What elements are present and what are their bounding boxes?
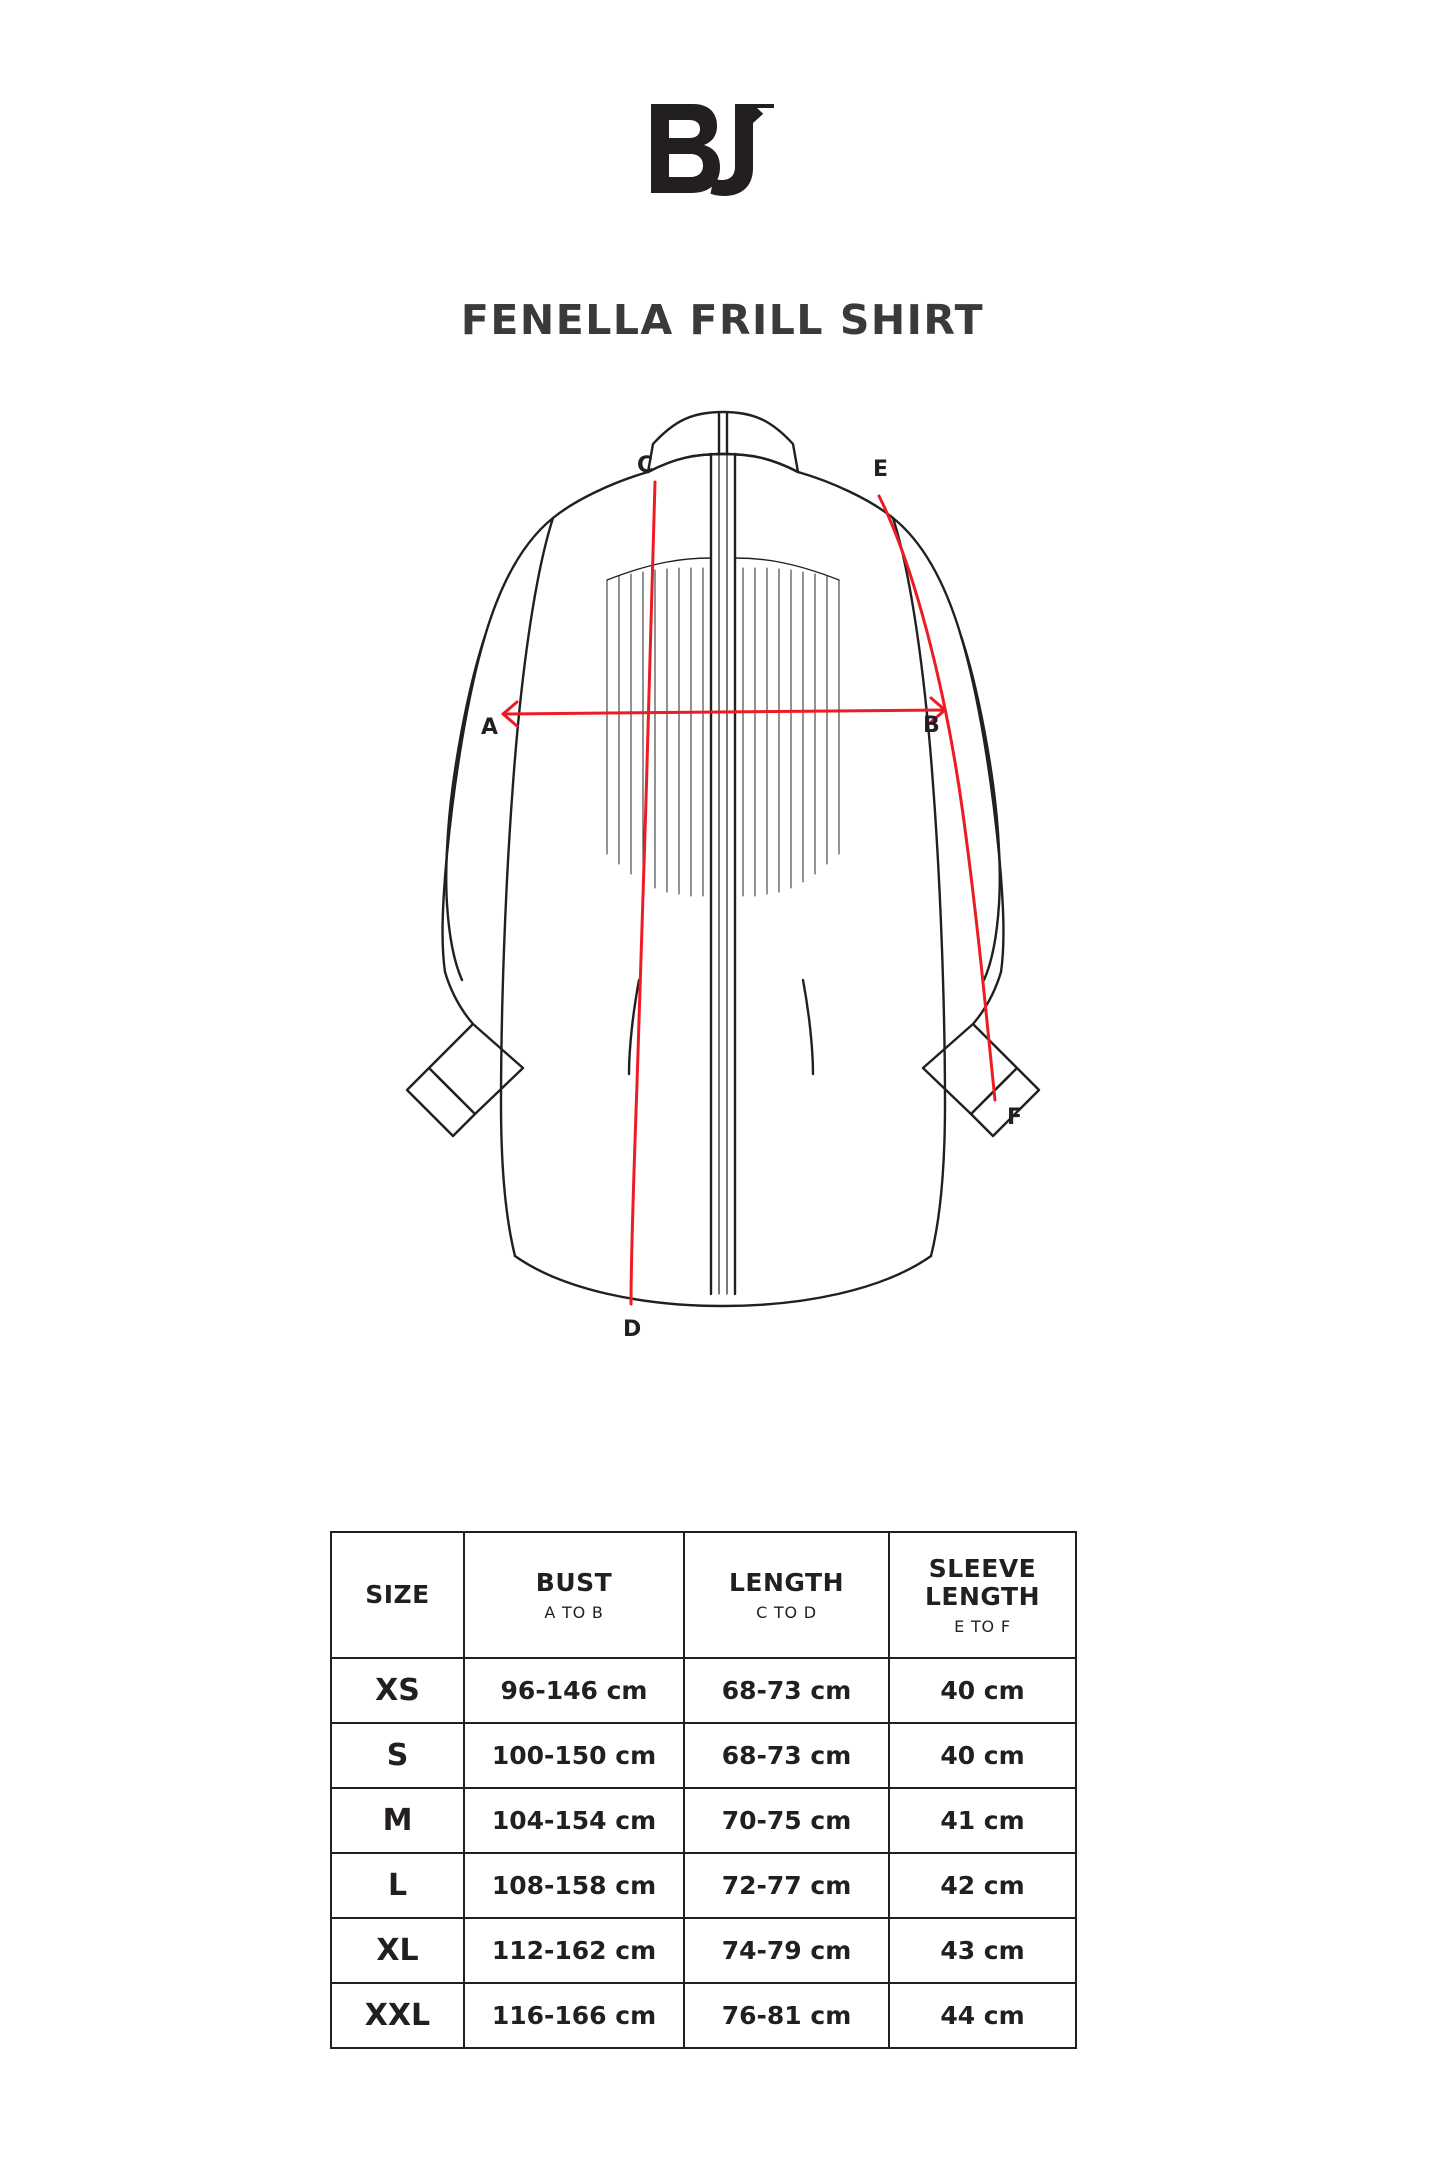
- cell-size: S: [331, 1723, 464, 1788]
- cell-length: 68-73 cm: [684, 1723, 889, 1788]
- garment-illustration: [0, 384, 1445, 1342]
- cell-length: 68-73 cm: [684, 1658, 889, 1723]
- cell-length: 74-79 cm: [684, 1918, 889, 1983]
- cell-sleeve: 41 cm: [889, 1788, 1076, 1853]
- column-header-length-main: LENGTH: [729, 1567, 844, 1597]
- cell-length: 70-75 cm: [684, 1788, 889, 1853]
- cell-size: M: [331, 1788, 464, 1853]
- column-header-size-main: SIZE: [365, 1580, 430, 1609]
- table-row: [331, 1788, 1076, 1853]
- marker-e: E: [872, 457, 888, 482]
- cell-bust: 104-154 cm: [464, 1788, 684, 1853]
- marker-a: A: [480, 715, 498, 740]
- cell-bust: 112-162 cm: [464, 1918, 684, 1983]
- column-header-length: [684, 1532, 889, 1658]
- column-header-sleeve: [889, 1532, 1076, 1658]
- marker-b: B: [922, 713, 940, 738]
- table-row: [331, 1853, 1076, 1918]
- column-header-bust-main: BUST: [535, 1567, 613, 1597]
- cell-sleeve: 43 cm: [889, 1918, 1076, 1983]
- column-header-sleeve-main: SLEEVE LENGTH: [925, 1553, 1040, 1611]
- cell-bust: 108-158 cm: [464, 1853, 684, 1918]
- column-header-bust: [464, 1532, 684, 1658]
- cell-size: XL: [331, 1918, 464, 1983]
- size-chart-table: [330, 1531, 1077, 2049]
- cell-length: 72-77 cm: [684, 1853, 889, 1918]
- cell-bust: 96-146 cm: [464, 1658, 684, 1723]
- column-header-bust-sub: A TO B: [544, 1602, 604, 1622]
- cell-size: L: [331, 1853, 464, 1918]
- cell-bust: 100-150 cm: [464, 1723, 684, 1788]
- cell-size: XS: [331, 1658, 464, 1723]
- marker-d: D: [622, 1317, 641, 1342]
- cell-sleeve: 42 cm: [889, 1853, 1076, 1918]
- marker-f: F: [1006, 1105, 1022, 1130]
- brand-logo: [643, 96, 803, 208]
- table-row: [331, 1983, 1076, 2048]
- cell-sleeve: 44 cm: [889, 1983, 1076, 2048]
- table-row: [331, 1918, 1076, 1983]
- size-table-wrap: [330, 1531, 1075, 2049]
- column-header-size: [331, 1532, 464, 1658]
- cell-size: XXL: [331, 1983, 464, 2048]
- page-title: FENELLA FRILL SHIRT: [460, 296, 985, 344]
- cell-sleeve: 40 cm: [889, 1723, 1076, 1788]
- table-header-row: [331, 1532, 1076, 1658]
- table-row: [331, 1723, 1076, 1788]
- cell-bust: 116-166 cm: [464, 1983, 684, 2048]
- cell-sleeve: 40 cm: [889, 1658, 1076, 1723]
- marker-c: C: [636, 453, 653, 478]
- cell-length: 76-81 cm: [684, 1983, 889, 2048]
- column-header-sleeve-sub: E TO F: [954, 1616, 1011, 1636]
- table-row: [331, 1658, 1076, 1723]
- column-header-length-sub: C TO D: [756, 1602, 817, 1622]
